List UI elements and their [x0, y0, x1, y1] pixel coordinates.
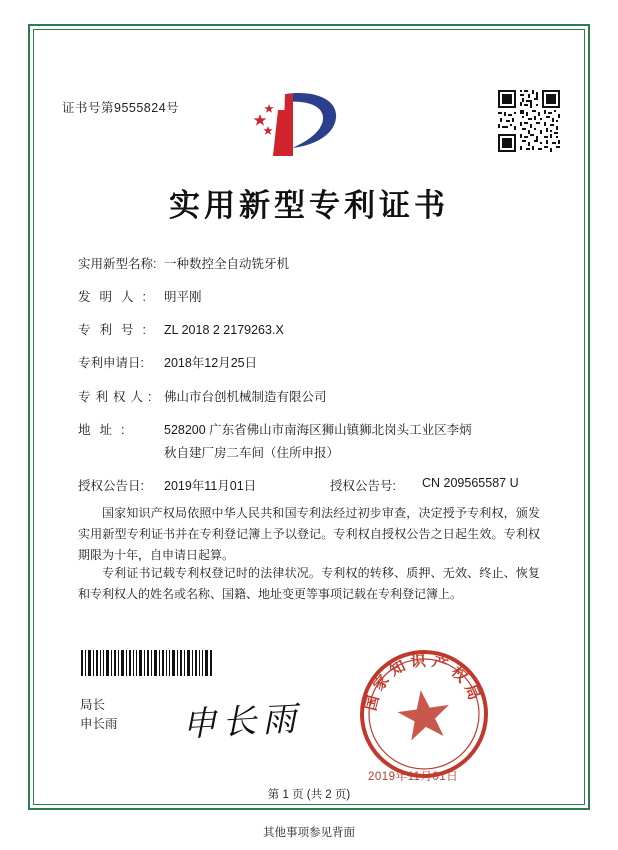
field-label: 授权公告日: — [78, 478, 144, 493]
director-block — [80, 696, 118, 735]
address-line-2: 秋自建厂房二车间（住所申报） — [164, 445, 340, 460]
svg-text:国家知识产权局: 国家知识产权局 — [361, 651, 486, 713]
certificate-number: 证书号第9555824号 — [62, 101, 180, 115]
director-name: 申长雨 — [80, 717, 118, 732]
field-value: CN 209565587 U — [422, 475, 519, 490]
grant-date — [78, 476, 330, 494]
field-label: 专利号: — [78, 323, 155, 338]
field-patentee — [78, 388, 548, 406]
paragraph-grant-statement — [78, 503, 540, 566]
footer-note: 其他事项参见背面 — [263, 827, 355, 839]
page-title: 实用新型专利证书 — [169, 188, 449, 224]
field-application-date — [78, 354, 548, 372]
grant-row — [78, 476, 548, 494]
field-value: 明平刚 — [164, 290, 202, 305]
field-label: 专利申请日: — [78, 356, 144, 371]
page-number: 第 1 页 (共 2 页) — [267, 789, 351, 801]
field-patent-number — [78, 321, 548, 339]
field-label: 发明人: — [78, 290, 155, 305]
field-value: 佛山市台创机械制造有限公司 — [164, 389, 327, 404]
qr-code-icon — [498, 90, 560, 152]
field-list — [78, 255, 548, 508]
field-label: 专利权人: — [78, 389, 157, 404]
patent-office-logo-icon — [252, 88, 344, 160]
field-value: ZL 2018 2 2179263.X — [164, 323, 284, 338]
director-label: 局长 — [80, 698, 106, 712]
paragraph-text: 国家知识产权局依照中华人民共和国专利法经过初步审查，决定授予专利权，颁发实用新型专利证书并在专利登记簿上予以登记。专利权自授权公告之日起生效。专利权期限为十年，自申请日起算。 — [78, 506, 540, 562]
field-value: 2019年11月01日 — [164, 478, 257, 493]
official-seal — [356, 646, 492, 782]
barcode — [80, 650, 214, 676]
seal-date: 2019年11月01日 — [368, 771, 459, 783]
field-label: 地址: — [78, 422, 134, 437]
paragraph-text: 专利证书记载专利权登记时的法律状况。专利权的转移、质押、无效、终止、恢复和专利权人的姓名或名称、国籍、地址变更等事项记载在专利登记簿上。 — [78, 566, 540, 601]
field-utility-model-name — [78, 255, 548, 273]
grant-number — [330, 476, 548, 494]
field-value: 一种数控全自动铣牙机 — [164, 257, 290, 271]
field-value: 528200 广东省佛山市南海区狮山镇狮北岗头工业区李炳 — [164, 422, 472, 437]
field-value: 2018年12月25日 — [164, 356, 258, 371]
field-address — [78, 421, 548, 439]
field-inventor — [78, 288, 548, 306]
paragraph-registry-statement — [78, 563, 540, 605]
field-label: 实用新型名称: — [78, 257, 157, 271]
field-label: 授权公告号: — [330, 478, 396, 493]
handwritten-signature: 申长雨 — [181, 698, 304, 746]
